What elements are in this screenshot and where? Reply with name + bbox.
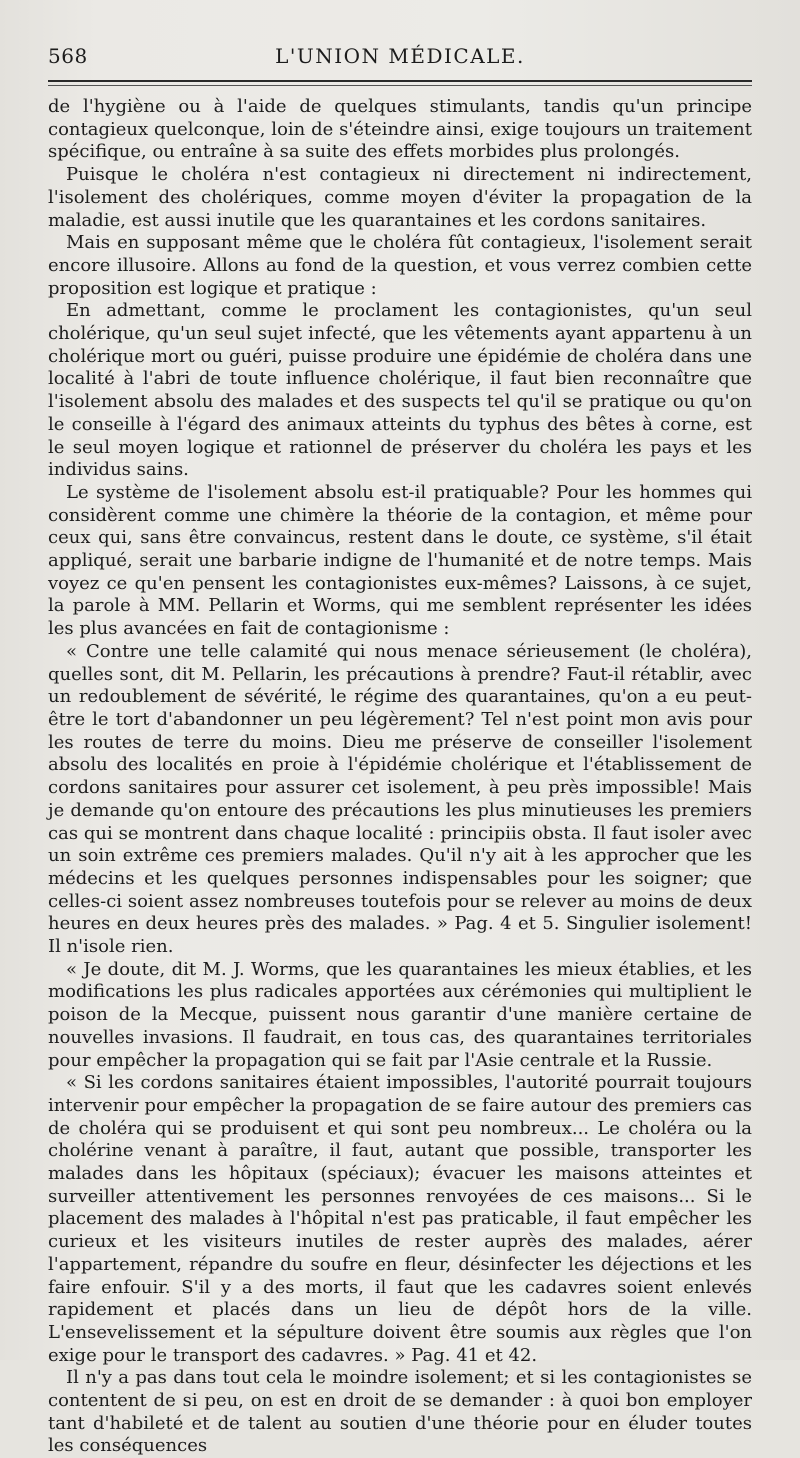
paragraph: Il n'y a pas dans tout cela le moindre isolement; et si les contagionistes se contentent de si peu, on est en droit de se demander : à quoi bon employer tant d'habileté et de talent au soutien d'une théorie pour en éluder toutes les conséquences	[48, 1367, 752, 1457]
paragraph: En admettant, comme le proclament les contagionistes, qu'un seul cholérique, qu'un seul sujet infecté, que les vêtements ayant appartenu à un cholérique mort ou guéri, puisse produire une épidémie de choléra dans une localité à l'abri de toute influence cholérique, il faut bien reconnaître que l'isolement absolu des malades et des suspects tel qu'il se pratique ou qu'on le conseille à l'égard des animaux atteints du typhus des bêtes à corne, est le seul moyen logique et rationnel de préserver du choléra les pays et les individus sains.	[48, 300, 752, 481]
paragraph: « Si les cordons sanitaires étaient impossibles, l'autorité pourrait toujours intervenir pour empêcher la propagation de se faire autour des premiers cas de choléra qui se produisent et qui sont peu nombreux... Le choléra ou la cholérine venant à paraître, il faut, autant que possible, transporter les malades dans les hôpitaux (spéciaux); évacuer les maisons atteintes et surveiller attentivement les personnes renvoyées de ces maisons... Si le placement des malades à l'hôpital n'est pas praticable, il faut empêcher les curieux et les visiteurs inutiles de rester auprès des malades, aérer l'appartement, répandre du soufre en fleur, désinfecter les déjections et les faire enfouir. S'il y a des morts, il faut que les cadavres soient enlevés rapidement et placés dans un lieu de dépôt hors de la ville. L'ensevelissement et la sépulture doivent être soumis aux règles que l'on exige pour le transport des cadavres. » Pag. 41 et 42.	[48, 1072, 752, 1366]
paragraph: Le système de l'isolement absolu est-il pratiquable? Pour les hommes qui considèrent comme une chimère la théorie de la contagion, et même pour ceux qui, sans être convaincus, restent dans le doute, ce système, s'il était appliqué, serait une barbarie indigne de l'humanité et de notre temps. Mais voyez ce qu'en pensent les contagionistes eux-mêmes? Laissons, à ce sujet, la parole à MM. Pellarin et Worms, qui me semblent représenter les idées les plus avancées en fait de contagionisme :	[48, 481, 752, 640]
page-header	[48, 44, 752, 76]
body-text	[48, 96, 752, 1458]
paragraph: Mais en supposant même que le choléra fût contagieux, l'isolement serait encore illusoire. Allons au fond de la question, et vous verrez combien cette proposition est logique et pratique :	[48, 232, 752, 299]
page-number: 568	[48, 44, 88, 68]
paragraph: « Contre une telle calamité qui nous menace sérieusement (le choléra), quelles sont, dit M. Pellarin, les précautions à prendre? Faut-il rétablir, avec un redoublement de sévérité, le régime des quarantaines, qu'on a eu peut-être le tort d'abandonner un peu légèrement? Tel n'est point mon avis pour les routes de terre du moins. Dieu me préserve de conseiller l'isolement absolu des localités en proie à l'épidémie cholérique et l'établissement de cordons sanitaires pour assurer cet isolement, à peu près impossible! Mais je demande qu'on entoure des précautions les plus minutieuses les premiers cas qui se montrent dans chaque localité : principiis obsta. Il faut isoler avec un soin extrême ces premiers malades. Qu'il n'y ait à les approcher que les médecins et les quelques personnes indispensables pour les soigner; que celles-ci soient assez nombreuses toutefois pour se relever au moins de deux heures en deux heures près des malades. » Pag. 4 et 5. Singulier isolement! Il n'isole rien.	[48, 640, 752, 958]
header-rule-thin	[48, 85, 752, 86]
paragraph: Puisque le choléra n'est contagieux ni directement ni indirectement, l'isolement des cholériques, comme moyen d'éviter la propagation de la maladie, est aussi inutile que les quarantaines et les cordons sanitaires.	[48, 164, 752, 231]
paragraph: « Je doute, dit M. J. Worms, que les quarantaines les mieux établies, et les modifications les plus radicales apportées aux cérémonies qui multiplient le poison de la Mecque, puissent nous garantir d'une manière certaine de nouvelles invasions. Il faudrait, en tous cas, des quarantaines territoriales pour empêcher la propagation qui se fait par l'Asie centrale et la Russie.	[48, 958, 752, 1071]
paragraph: de l'hygiène ou à l'aide de quelques stimulants, tandis qu'un principe contagieux quelconque, loin de s'éteindre ainsi, exige toujours un traitement spécifique, ou entraîne à sa suite des effets morbides plus prolongés.	[48, 96, 752, 163]
header-rule	[48, 80, 752, 82]
running-title: L'UNION MÉDICALE.	[275, 44, 525, 68]
